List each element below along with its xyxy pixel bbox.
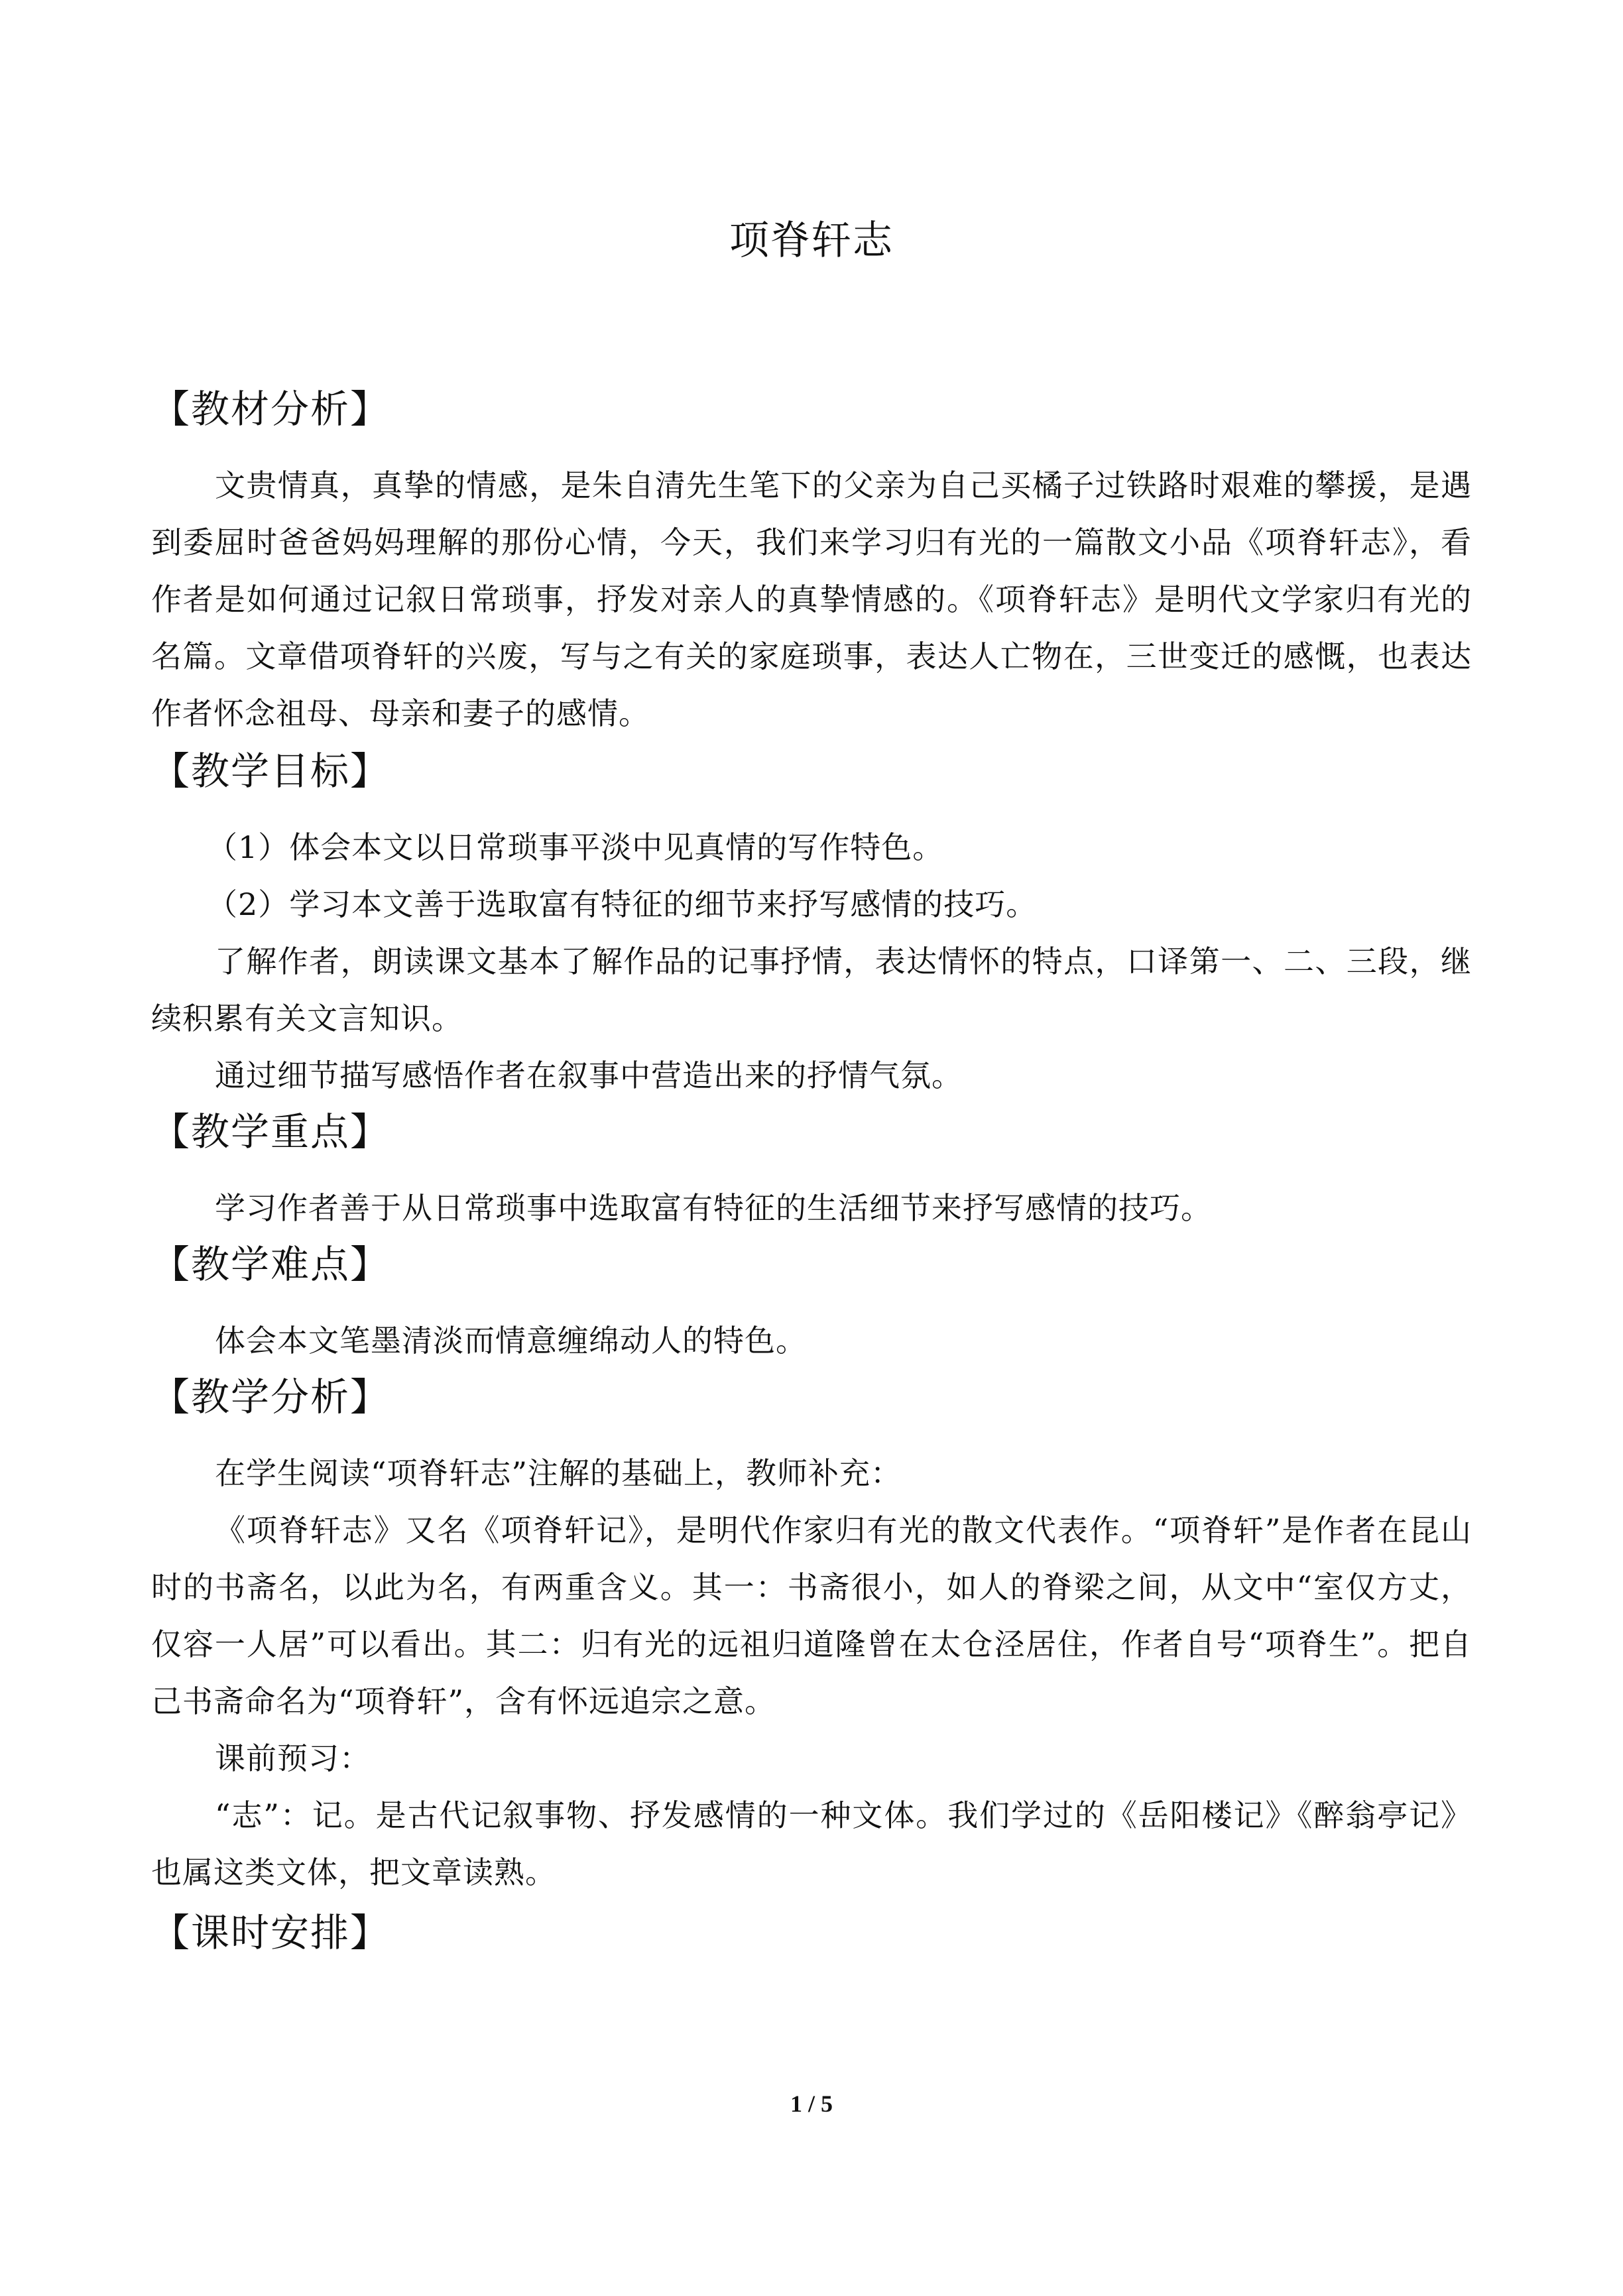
section-heading-teaching-difficulties: 【教学难点】 bbox=[151, 1242, 391, 1287]
paragraph: 课前预习： bbox=[215, 1740, 371, 1776]
section-heading-textbook-analysis: 【教材分析】 bbox=[151, 387, 391, 432]
paragraph: 在学生阅读“项脊轩志”注解的基础上，教师补充： bbox=[215, 1455, 902, 1491]
paragraph: 了解作者，朗读课文基本了解作品的记事抒情，表达情怀的特点，口译第一、二、三段，继续积累有关文言知识。 bbox=[151, 943, 1472, 1036]
paragraph: “志”：记。是古代记叙事物、抒发感情的一种文体。我们学过的《岳阳楼记》《醉翁亭记》也属这类文体，把文章读熟。 bbox=[151, 1797, 1472, 1890]
document-body bbox=[151, 381, 1472, 1961]
paragraph: 通过细节描写感悟作者在叙事中营造出来的抒情气氛。 bbox=[215, 1057, 963, 1093]
paragraph: 文贵情真，真挚的情感，是朱自清先生笔下的父亲为自己买橘子过铁路时艰难的攀援，是遇到委屈时爸爸妈妈理解的那份心情，今天，我们来学习归有光的一篇散文小品《项脊轩志》，看作者是如何通过记叙日常琐事，抒发对亲人的真挚情感的。《项脊轩志》是明代文学家归有光的名篇。文章借项脊轩的兴废，写与之有关的家庭琐事，表达人亡物在，三世变迁的感慨，也表达作者怀念祖母、母亲和妻子的感情。 bbox=[151, 467, 1472, 731]
document-title: 项脊轩志 bbox=[729, 217, 894, 264]
paragraph: 体会本文笔墨清淡而情意缠绵动人的特色。 bbox=[215, 1323, 807, 1359]
paragraph: 《项脊轩志》又名《项脊轩记》，是明代作家归有光的散文代表作。“项脊轩”是作者在昆山时的书斋名，以此为名，有两重含义。其一：书斋很小，如人的脊梁之间，从文中“室仅方丈，仅容一人居”可以看出。其二：归有光的远祖归道隆曾在太仓泾居住，作者自号“项脊生”。把自己书斋命名为“项脊轩”，含有怀远追宗之意。 bbox=[151, 1512, 1472, 1719]
page-number: 1 / 5 bbox=[790, 2090, 833, 2117]
section-heading-teaching-analysis: 【教学分析】 bbox=[151, 1374, 391, 1420]
section-heading-teaching-goals: 【教学目标】 bbox=[151, 749, 391, 794]
paragraph: 学习作者善于从日常琐事中选取富有特征的生活细节来抒写感情的技巧。 bbox=[215, 1190, 1212, 1226]
section-heading-class-schedule: 【课时安排】 bbox=[151, 1910, 391, 1955]
section-heading-teaching-key-points: 【教学重点】 bbox=[151, 1109, 391, 1154]
paragraph: （1）体会本文以日常琐事平淡中见真情的写作特色。 bbox=[207, 829, 944, 865]
paragraph: （2）学习本文善于选取富有特征的细节来抒写感情的技巧。 bbox=[207, 886, 1038, 922]
